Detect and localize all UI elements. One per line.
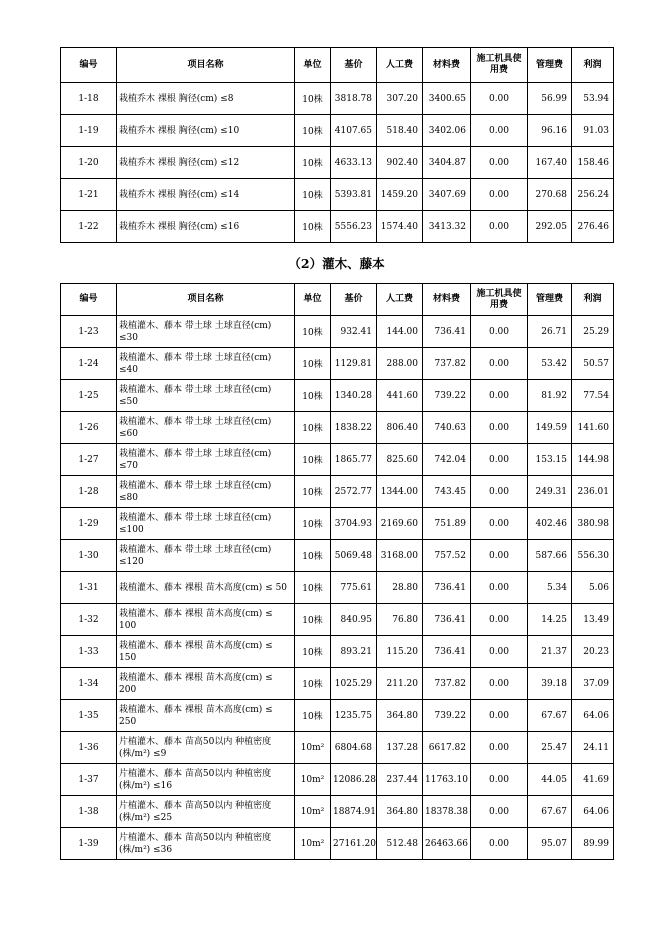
cell-labor: 902.40 (377, 147, 423, 179)
table-row (61, 211, 614, 243)
cell-name: 栽植灌木、藤本 裸根 苗木高度(cm) ≤ 150 (117, 636, 295, 668)
rate-table-shrubs-vines (60, 283, 614, 860)
cell-mgmt: 21.37 (528, 636, 572, 668)
cell-material: 742.04 (423, 444, 471, 476)
cell-material: 6617.82 (423, 732, 471, 764)
cell-machine: 0.00 (471, 476, 528, 508)
cell-unit: 10株 (295, 444, 331, 476)
cell-material: 11763.10 (423, 764, 471, 796)
cell-code: 1-29 (61, 508, 117, 540)
cell-name: 栽植灌木、藤本 带土球 土球直径(cm) ≤100 (117, 508, 295, 540)
table-row (61, 83, 614, 115)
cell-machine: 0.00 (471, 316, 528, 348)
section-title: （2）灌木、藤本 (288, 256, 385, 271)
cell-base: 2572.77 (331, 476, 377, 508)
cell-code: 1-34 (61, 668, 117, 700)
cell-material: 3407.69 (423, 179, 471, 211)
header-unit: 单位 (295, 284, 331, 316)
cell-code: 1-39 (61, 828, 117, 860)
cell-labor: 307.20 (377, 83, 423, 115)
cell-material: 737.82 (423, 668, 471, 700)
cell-base: 4633.13 (331, 147, 377, 179)
cell-labor: 364.80 (377, 796, 423, 828)
table-row (61, 412, 614, 444)
table-row (61, 796, 614, 828)
cell-name: 片植灌木、藤本 苗高50以内 种植密度(株/m²) ≤16 (117, 764, 295, 796)
cell-mgmt: 249.31 (528, 476, 572, 508)
cell-mgmt: 5.34 (528, 572, 572, 604)
cell-material: 739.22 (423, 700, 471, 732)
cell-mgmt: 39.18 (528, 668, 572, 700)
cell-mgmt: 153.15 (528, 444, 572, 476)
cell-material: 736.41 (423, 604, 471, 636)
cell-machine: 0.00 (471, 764, 528, 796)
cell-mgmt: 81.92 (528, 380, 572, 412)
header-profit: 利润 (572, 48, 614, 83)
cell-name: 栽植乔木 裸根 胸径(cm) ≤10 (117, 115, 295, 147)
cell-unit: 10株 (295, 700, 331, 732)
header-code: 编号 (61, 48, 117, 83)
cell-labor: 288.00 (377, 348, 423, 380)
cell-unit: 10株 (295, 316, 331, 348)
cell-machine: 0.00 (471, 380, 528, 412)
cell-name: 栽植灌木、藤本 带土球 土球直径(cm) ≤80 (117, 476, 295, 508)
cell-material: 3400.65 (423, 83, 471, 115)
cell-base: 5393.81 (331, 179, 377, 211)
cell-mgmt: 56.99 (528, 83, 572, 115)
cell-material: 3404.87 (423, 147, 471, 179)
cell-labor: 137.28 (377, 732, 423, 764)
cell-labor: 76.80 (377, 604, 423, 636)
cell-labor: 115.20 (377, 636, 423, 668)
cell-profit: 256.24 (572, 179, 614, 211)
cell-labor: 1574.40 (377, 211, 423, 243)
cell-name: 片植灌木、藤本 苗高50以内 种植密度(株/m²) ≤36 (117, 828, 295, 860)
cell-code: 1-35 (61, 700, 117, 732)
cell-labor: 806.40 (377, 412, 423, 444)
cell-base: 3818.78 (331, 83, 377, 115)
cell-name: 栽植乔木 裸根 胸径(cm) ≤8 (117, 83, 295, 115)
cell-unit: 10株 (295, 476, 331, 508)
cell-base: 840.95 (331, 604, 377, 636)
cell-mgmt: 67.67 (528, 700, 572, 732)
cell-base: 1340.28 (331, 380, 377, 412)
cell-material: 736.41 (423, 636, 471, 668)
cell-profit: 50.57 (572, 348, 614, 380)
cell-profit: 53.94 (572, 83, 614, 115)
cell-material: 3402.06 (423, 115, 471, 147)
cell-mgmt: 26.71 (528, 316, 572, 348)
cell-name: 栽植灌木、藤本 裸根 苗木高度(cm) ≤ 100 (117, 604, 295, 636)
table-row (61, 668, 614, 700)
header-profit: 利润 (572, 284, 614, 316)
cell-machine: 0.00 (471, 412, 528, 444)
cell-code: 1-26 (61, 412, 117, 444)
cell-name: 栽植灌木、藤本 带土球 土球直径(cm) ≤70 (117, 444, 295, 476)
cell-machine: 0.00 (471, 700, 528, 732)
cell-name: 栽植灌木、藤本 带土球 土球直径(cm) ≤30 (117, 316, 295, 348)
cell-mgmt: 270.68 (528, 179, 572, 211)
cell-code: 1-37 (61, 764, 117, 796)
cell-material: 739.22 (423, 380, 471, 412)
table-row (61, 115, 614, 147)
table-row (61, 764, 614, 796)
cell-code: 1-24 (61, 348, 117, 380)
cell-profit: 158.46 (572, 147, 614, 179)
cell-mgmt: 67.67 (528, 796, 572, 828)
cell-material: 736.41 (423, 572, 471, 604)
cell-labor: 144.00 (377, 316, 423, 348)
cell-material: 757.52 (423, 540, 471, 572)
cell-machine: 0.00 (471, 508, 528, 540)
header-labor: 人工费 (377, 48, 423, 83)
cell-code: 1-18 (61, 83, 117, 115)
cell-unit: 10株 (295, 380, 331, 412)
cell-code: 1-25 (61, 380, 117, 412)
cell-base: 5556.23 (331, 211, 377, 243)
cell-profit: 24.11 (572, 732, 614, 764)
cell-unit: 10m² (295, 828, 331, 860)
cell-labor: 2169.60 (377, 508, 423, 540)
cell-mgmt: 149.59 (528, 412, 572, 444)
header-management: 管理费 (528, 48, 572, 83)
cell-machine: 0.00 (471, 572, 528, 604)
cell-labor: 28.80 (377, 572, 423, 604)
cell-profit: 20.23 (572, 636, 614, 668)
cell-mgmt: 53.42 (528, 348, 572, 380)
table-row (61, 316, 614, 348)
cell-base: 1865.77 (331, 444, 377, 476)
cell-machine: 0.00 (471, 668, 528, 700)
cell-base: 1838.22 (331, 412, 377, 444)
table-row (61, 540, 614, 572)
cell-base: 5069.48 (331, 540, 377, 572)
cell-profit: 64.06 (572, 700, 614, 732)
cell-labor: 1459.20 (377, 179, 423, 211)
cell-machine: 0.00 (471, 147, 528, 179)
cell-name: 栽植灌木、藤本 带土球 土球直径(cm) ≤40 (117, 348, 295, 380)
table-row (61, 476, 614, 508)
cell-unit: 10株 (295, 572, 331, 604)
cell-mgmt: 95.07 (528, 828, 572, 860)
table-row (61, 380, 614, 412)
cell-unit: 10株 (295, 508, 331, 540)
cell-base: 6804.68 (331, 732, 377, 764)
cell-labor: 441.60 (377, 380, 423, 412)
cell-base: 3704.93 (331, 508, 377, 540)
cell-profit: 380.98 (572, 508, 614, 540)
cell-profit: 276.46 (572, 211, 614, 243)
cell-labor: 364.80 (377, 700, 423, 732)
cell-machine: 0.00 (471, 732, 528, 764)
cell-code: 1-27 (61, 444, 117, 476)
cell-code: 1-23 (61, 316, 117, 348)
cell-unit: 10m² (295, 732, 331, 764)
cell-code: 1-32 (61, 604, 117, 636)
cell-unit: 10株 (295, 211, 331, 243)
cell-base: 12086.28 (331, 764, 377, 796)
cell-name: 栽植乔木 裸根 胸径(cm) ≤16 (117, 211, 295, 243)
cell-material: 18378.38 (423, 796, 471, 828)
table-header-row (61, 48, 614, 83)
cell-profit: 37.09 (572, 668, 614, 700)
header-unit: 单位 (295, 48, 331, 83)
cell-code: 1-33 (61, 636, 117, 668)
cell-material: 3413.32 (423, 211, 471, 243)
cell-mgmt: 25.47 (528, 732, 572, 764)
cell-profit: 64.06 (572, 796, 614, 828)
table-row (61, 572, 614, 604)
cell-code: 1-21 (61, 179, 117, 211)
table-row (61, 604, 614, 636)
cell-material: 737.82 (423, 348, 471, 380)
cell-mgmt: 44.05 (528, 764, 572, 796)
cell-machine: 0.00 (471, 444, 528, 476)
cell-profit: 77.54 (572, 380, 614, 412)
cell-profit: 91.03 (572, 115, 614, 147)
cell-machine: 0.00 (471, 211, 528, 243)
cell-unit: 10株 (295, 115, 331, 147)
header-item-name: 项目名称 (117, 48, 295, 83)
cell-machine: 0.00 (471, 179, 528, 211)
cell-base: 932.41 (331, 316, 377, 348)
table-header-row (61, 284, 614, 316)
table-row (61, 732, 614, 764)
cell-base: 775.61 (331, 572, 377, 604)
cell-code: 1-22 (61, 211, 117, 243)
header-base-price: 基价 (331, 48, 377, 83)
cell-name: 栽植灌木、藤本 裸根 苗木高度(cm) ≤ 250 (117, 700, 295, 732)
table-row (61, 147, 614, 179)
table-row (61, 636, 614, 668)
cell-name: 栽植乔木 裸根 胸径(cm) ≤12 (117, 147, 295, 179)
table-row (61, 348, 614, 380)
cell-profit: 89.99 (572, 828, 614, 860)
cell-mgmt: 587.66 (528, 540, 572, 572)
header-material: 材料费 (423, 48, 471, 83)
cell-code: 1-30 (61, 540, 117, 572)
cell-unit: 10株 (295, 147, 331, 179)
cell-mgmt: 14.25 (528, 604, 572, 636)
cell-code: 1-20 (61, 147, 117, 179)
cell-profit: 236.01 (572, 476, 614, 508)
cell-base: 893.21 (331, 636, 377, 668)
cell-code: 1-19 (61, 115, 117, 147)
cell-labor: 3168.00 (377, 540, 423, 572)
cell-labor: 237.44 (377, 764, 423, 796)
cell-profit: 13.49 (572, 604, 614, 636)
cell-code: 1-31 (61, 572, 117, 604)
cell-profit: 144.98 (572, 444, 614, 476)
header-management: 管理费 (528, 284, 572, 316)
cell-base: 1129.81 (331, 348, 377, 380)
cell-name: 栽植灌木、藤本 带土球 土球直径(cm) ≤50 (117, 380, 295, 412)
cell-labor: 518.40 (377, 115, 423, 147)
cell-unit: 10株 (295, 83, 331, 115)
table-row (61, 179, 614, 211)
cell-name: 栽植灌木、藤本 裸根 苗木高度(cm) ≤ 200 (117, 668, 295, 700)
cell-name: 栽植灌木、藤本 带土球 土球直径(cm) ≤120 (117, 540, 295, 572)
cell-material: 736.41 (423, 316, 471, 348)
cell-name: 栽植灌木、藤本 裸根 苗木高度(cm) ≤ 50 (117, 572, 295, 604)
header-machine: 施工机具使用费 (471, 284, 528, 316)
cell-profit: 141.60 (572, 412, 614, 444)
cell-name: 片植灌木、藤本 苗高50以内 种植密度(株/m²) ≤25 (117, 796, 295, 828)
cell-name: 栽植灌木、藤本 带土球 土球直径(cm) ≤60 (117, 412, 295, 444)
cell-code: 1-28 (61, 476, 117, 508)
cell-unit: 10株 (295, 179, 331, 211)
cell-machine: 0.00 (471, 115, 528, 147)
cell-unit: 10株 (295, 412, 331, 444)
table-row (61, 444, 614, 476)
cell-unit: 10株 (295, 348, 331, 380)
cell-labor: 512.48 (377, 828, 423, 860)
cell-material: 740.63 (423, 412, 471, 444)
cell-mgmt: 402.46 (528, 508, 572, 540)
rate-table-trees (60, 47, 614, 243)
table-row (61, 828, 614, 860)
header-code: 编号 (61, 284, 117, 316)
header-machine: 施工机具使用费 (471, 48, 528, 83)
cell-machine: 0.00 (471, 83, 528, 115)
header-item-name: 项目名称 (117, 284, 295, 316)
cell-machine: 0.00 (471, 540, 528, 572)
cell-base: 1025.29 (331, 668, 377, 700)
cell-mgmt: 292.05 (528, 211, 572, 243)
cell-unit: 10m² (295, 796, 331, 828)
cell-base: 4107.65 (331, 115, 377, 147)
cell-profit: 5.06 (572, 572, 614, 604)
cell-material: 743.45 (423, 476, 471, 508)
table-row (61, 700, 614, 732)
cell-mgmt: 167.40 (528, 147, 572, 179)
cell-labor: 1344.00 (377, 476, 423, 508)
cell-material: 751.89 (423, 508, 471, 540)
header-base-price: 基价 (331, 284, 377, 316)
cell-unit: 10m² (295, 764, 331, 796)
cell-unit: 10株 (295, 636, 331, 668)
cell-base: 18874.91 (331, 796, 377, 828)
cell-machine: 0.00 (471, 348, 528, 380)
cell-machine: 0.00 (471, 604, 528, 636)
cell-mgmt: 96.16 (528, 115, 572, 147)
header-material: 材料费 (423, 284, 471, 316)
cell-profit: 41.69 (572, 764, 614, 796)
table-row (61, 508, 614, 540)
cell-machine: 0.00 (471, 828, 528, 860)
cell-name: 片植灌木、藤本 苗高50以内 种植密度(株/m²) ≤9 (117, 732, 295, 764)
cell-code: 1-36 (61, 732, 117, 764)
cell-labor: 211.20 (377, 668, 423, 700)
cell-labor: 825.60 (377, 444, 423, 476)
header-labor: 人工费 (377, 284, 423, 316)
cell-name: 栽植乔木 裸根 胸径(cm) ≤14 (117, 179, 295, 211)
cell-base: 27161.20 (331, 828, 377, 860)
cell-unit: 10株 (295, 604, 331, 636)
cell-code: 1-38 (61, 796, 117, 828)
cell-unit: 10株 (295, 540, 331, 572)
cell-machine: 0.00 (471, 636, 528, 668)
cell-profit: 25.29 (572, 316, 614, 348)
cell-base: 1235.75 (331, 700, 377, 732)
cell-unit: 10株 (295, 668, 331, 700)
cell-material: 26463.66 (423, 828, 471, 860)
cell-machine: 0.00 (471, 796, 528, 828)
cell-profit: 556.30 (572, 540, 614, 572)
